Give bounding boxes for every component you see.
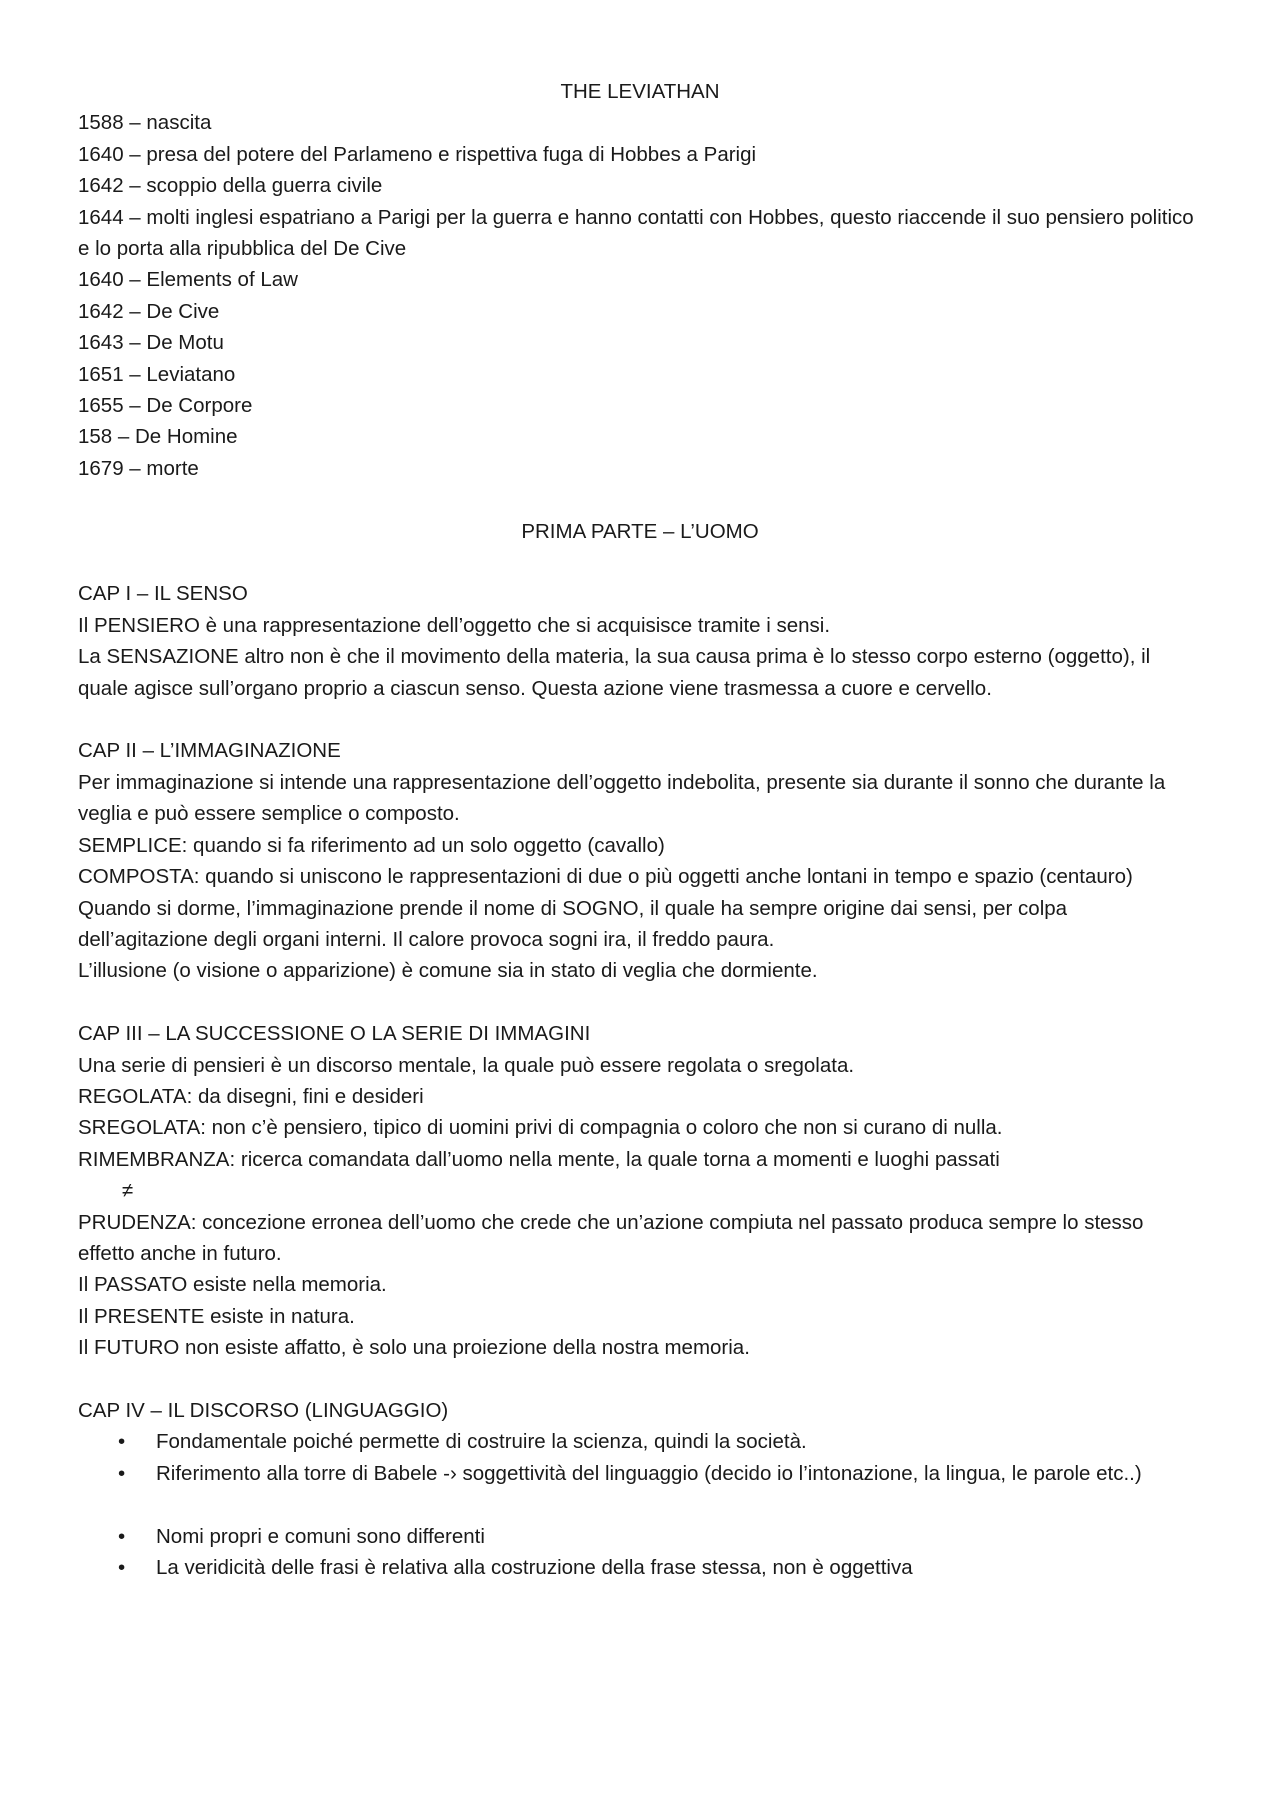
spacer — [78, 704, 1202, 735]
chapter-1 — [78, 578, 1202, 704]
bullet-list — [78, 1426, 1202, 1489]
paragraph: PRUDENZA: concezione erronea dell’uomo che crede che un’azione compiuta nel passato produca sempre lo stesso effetto anche in futuro. — [78, 1210, 1144, 1265]
paragraph: COMPOSTA: quando si uniscono le rappresentazioni di due o più oggetti anche lontani in tempo e spazio (centauro) — [78, 865, 1133, 889]
timeline-item: 1642 – scoppio della guerra civile — [78, 174, 383, 198]
spacer — [78, 1489, 1202, 1520]
paragraph: Il PRESENTE esiste in natura. — [78, 1304, 355, 1328]
paragraph: SREGOLATA: non c’è pensiero, tipico di uomini privi di compagnia o coloro che non si curano di nulla. — [78, 1116, 1003, 1140]
paragraph: Il PASSATO esiste nella memoria. — [78, 1273, 387, 1297]
paragraph: Una serie di pensieri è un discorso mentale, la quale può essere regolata o sregolata. — [78, 1053, 855, 1077]
timeline-item: 158 – De Homine — [78, 425, 238, 449]
paragraph: SEMPLICE: quando si fa riferimento ad un solo oggetto (cavallo) — [78, 833, 665, 857]
list-item-text: Nomi propri e comuni sono differenti — [156, 1524, 485, 1548]
spacer — [78, 987, 1202, 1018]
list-item-text: Riferimento alla torre di Babele -› soggettività del linguaggio (decido io l’intonazione, la lingua, le parole etc..) — [156, 1461, 1142, 1485]
paragraph: La SENSAZIONE altro non è che il movimento della materia, la sua causa prima è lo stesso corpo esterno (oggetto), il quale agisce sull’organo proprio a ciascun senso. Questa azione viene trasmessa a cuore e cervello. — [78, 645, 1151, 700]
list-item — [78, 1521, 1202, 1552]
timeline-item: 1588 – nascita — [78, 111, 212, 135]
list-item — [78, 1458, 1202, 1489]
timeline-item: 1679 – morte — [78, 456, 199, 480]
paragraph: RIMEMBRANZA: ricerca comandata dall’uomo nella mente, la quale torna a momenti e luoghi passati — [78, 1147, 1000, 1171]
bullet-icon: • — [118, 1556, 126, 1579]
paragraph: Quando si dorme, l’immaginazione prende il nome di SOGNO, il quale ha sempre origine dai sensi, per colpa dell’agitazione degli organi interni. Il calore provoca sogni ira, il freddo paura. — [78, 896, 1068, 951]
timeline — [78, 107, 1202, 484]
timeline-item: 1640 – Elements of Law — [78, 268, 298, 292]
list-item — [78, 1426, 1202, 1457]
spacer — [78, 484, 1202, 515]
spacer — [78, 547, 1202, 578]
list-item-text: La veridicità delle frasi è relativa alla costruzione della frase stessa, non è oggettiva — [156, 1556, 913, 1579]
paragraph: Il FUTURO non esiste affatto, è solo una proiezione della nostra memoria. — [78, 1336, 750, 1360]
part-title: PRIMA PARTE – L’UOMO — [521, 519, 759, 543]
chapter-4 — [78, 1395, 1202, 1583]
list-item-text: Fondamentale poiché permette di costruire la scienza, quindi la società. — [156, 1430, 807, 1454]
timeline-item: 1655 – De Corpore — [78, 394, 253, 418]
chapter-3 — [78, 1018, 1202, 1363]
paragraph: Il PENSIERO è una rappresentazione dell’oggetto che si acquisisce tramite i sensi. — [78, 613, 831, 637]
chapter-heading: CAP IV – IL DISCORSO (LINGUAGGIO) — [78, 1398, 449, 1422]
bullet-icon: • — [118, 1430, 126, 1454]
chapter-heading: CAP I – IL SENSO — [78, 582, 248, 606]
document-page — [78, 76, 1202, 1583]
paragraph: REGOLATA: da disegni, fini e desideri — [78, 1084, 424, 1108]
not-equal-symbol: ≠ — [122, 1179, 134, 1203]
chapter-heading: CAP II – L’IMMAGINAZIONE — [78, 739, 341, 763]
chapter-heading: CAP III – LA SUCCESSIONE O LA SERIE DI IMMAGINI — [78, 1022, 591, 1046]
spacer — [78, 1364, 1202, 1395]
bullet-list — [78, 1521, 1202, 1584]
document-title: THE LEVIATHAN — [560, 80, 720, 103]
timeline-item: 1651 – Leviatano — [78, 362, 236, 386]
timeline-item: 1644 – molti inglesi espatriano a Parigi per la guerra e hanno contatti con Hobbes, questo riaccende il suo pensiero politico e lo porta alla ripubblica del De Cive — [78, 205, 1194, 261]
bullet-icon: • — [118, 1461, 126, 1485]
timeline-item: 1643 – De Motu — [78, 331, 224, 355]
paragraph: L’illusione (o visione o apparizione) è comune sia in stato di veglia che dormiente. — [78, 959, 818, 983]
paragraph: Per immaginazione si intende una rappresentazione dell’oggetto indebolita, presente sia durante il sonno che durante la veglia e può essere semplice o composto. — [78, 770, 1166, 826]
timeline-item: 1640 – presa del potere del Parlameno e rispettiva fuga di Hobbes a Parigi — [78, 142, 757, 166]
bullet-icon: • — [118, 1524, 126, 1548]
list-item — [78, 1552, 1202, 1583]
chapter-2 — [78, 735, 1202, 986]
timeline-item: 1642 – De Cive — [78, 299, 220, 323]
